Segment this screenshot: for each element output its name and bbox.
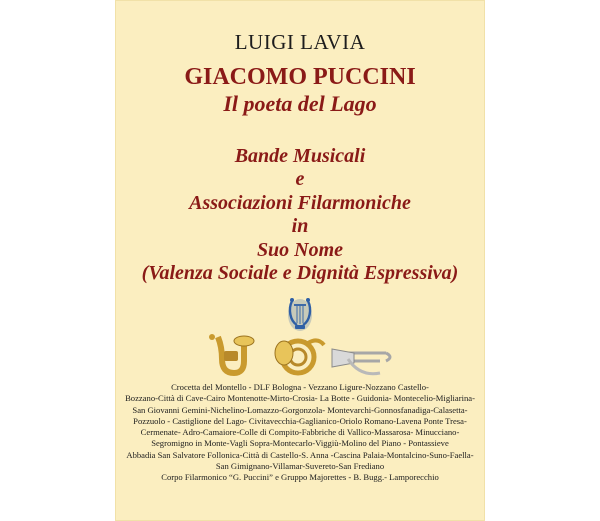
book-title: GIACOMO PUCCINI — [184, 64, 416, 90]
book-cover — [115, 0, 485, 521]
author-name: LUIGI LAVIA — [234, 30, 366, 54]
lyre-emblem-icon — [285, 295, 315, 335]
band-line: Corpo Filarmonico “G. Puccini” e Gruppo Majorettes - B. Bugg.- Lamporecchio — [161, 472, 439, 483]
theme-line: (Valenza Sociale e Dignità Espressiva) — [141, 262, 459, 285]
theme-line: Suo Nome — [256, 238, 344, 261]
theme-line: Bande Musicali — [234, 145, 366, 167]
band-line: Abbadia San Salvatore Follonica-Città di Castello-S. Anna -Cascina Palaia-Montalcino-Suno-Faella- — [126, 449, 474, 460]
trombone-icon — [332, 349, 390, 374]
book-subtitle: Il poeta del Lago — [223, 91, 377, 116]
band-line: Segromigno in Monte-Vagli Sopra-Montecarlo-Viggiù-Molino del Piano - Pontassieve — [151, 438, 449, 449]
theme-block — [115, 145, 485, 285]
french-horn-icon — [275, 340, 324, 373]
theme-line: Associazioni Filarmoniche — [189, 191, 411, 214]
band-line: San Gimignano-Villamar-Suvereto-San Frediano — [215, 461, 385, 472]
band-line: Cermenate- Adro-Camaiore-Colle di Compito-Fabbriche di Vallico-Massarosa- Minucciano- — [140, 427, 460, 438]
instruments-illustration — [200, 333, 400, 381]
band-line: San Giovanni Gemini-Nichelino-Lomazzo-Gorgonzola- Montevarchi-Gonnosfanadiga-Calasetta- — [132, 404, 468, 415]
band-line: Pozzuolo - Castiglione del Lago- Civitavecchia-Gaglianico-Oriolo Romano-Lavena Ponte Tresa- — [133, 415, 467, 426]
band-line: Bozzano-Città di Cave-Cairo Montenotte-Mirto-Crosia- La Botte - Guidonia- Montecelio-Migliarina- — [125, 393, 475, 404]
theme-line: in — [291, 215, 309, 238]
theme-line: e — [295, 168, 305, 191]
tuba-icon — [209, 334, 254, 373]
bands-list — [121, 382, 479, 484]
band-line: Crocetta del Montello - DLF Bologna - Vezzano Ligure-Nozzano Castello- — [171, 382, 429, 392]
